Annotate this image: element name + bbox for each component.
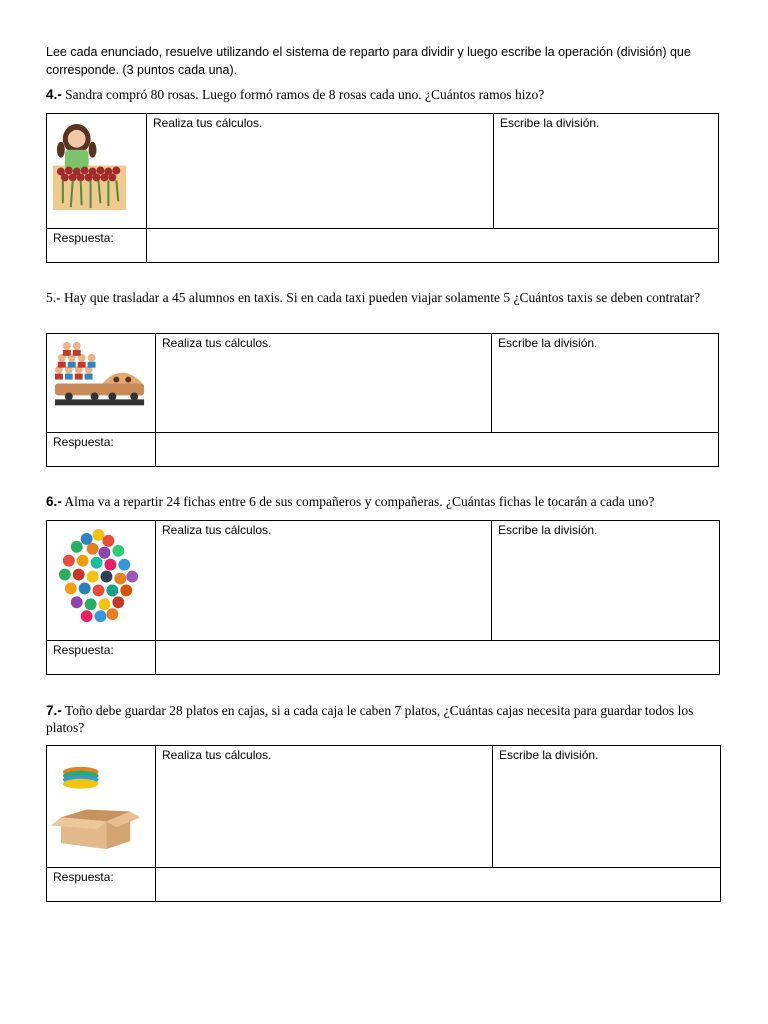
problem-number: 4.- xyxy=(46,87,62,102)
problem-6-table xyxy=(46,520,720,675)
answer-field[interactable] xyxy=(156,868,721,902)
problem-4-table xyxy=(46,113,719,263)
problem-number: 5.- xyxy=(46,290,61,305)
students-in-taxis-icon xyxy=(47,334,155,432)
problem-text: Hay que trasladar a 45 alumnos en taxis. Si en cada taxi pueden viajar solamente 5 ¿Cuántos taxis se deben contratar? xyxy=(60,290,701,305)
division-label: Escribe la división. xyxy=(498,336,598,350)
answer-label: Respuesta: xyxy=(53,870,114,884)
instructions: Lee cada enunciado, resuelve utilizando el sistema de reparto para dividir y luego escribe la operación (división) que corresponde. (3 puntos cada una). xyxy=(46,45,691,77)
problem-text: Toño debe guardar 28 platos en cajas, si a cada caja le caben 7 platos, ¿Cuántas cajas necesita para guardar todos los platos? xyxy=(46,703,694,735)
calc-label: Realiza tus cálculos. xyxy=(162,748,272,762)
problem-image-cell xyxy=(47,114,147,229)
answer-field[interactable] xyxy=(156,641,720,675)
answer-label: Respuesta: xyxy=(53,643,114,657)
division-label: Escribe la división. xyxy=(499,748,599,762)
girl-with-roses-icon xyxy=(47,114,146,228)
calc-label: Realiza tus cálculos. xyxy=(162,336,272,350)
problem-image-cell xyxy=(47,521,156,641)
problem-7-statement xyxy=(46,702,726,736)
answer-field[interactable] xyxy=(156,433,719,467)
problem-number: 7.- xyxy=(46,703,62,718)
calc-label: Realiza tus cálculos. xyxy=(153,116,263,130)
answer-field[interactable] xyxy=(147,229,719,263)
problem-number: 6.- xyxy=(46,494,62,509)
colored-chips-icon xyxy=(47,521,155,640)
problem-image-cell xyxy=(47,746,156,868)
problem-7-table xyxy=(46,745,721,902)
calc-label: Realiza tus cálculos. xyxy=(162,523,272,537)
division-label: Escribe la división. xyxy=(498,523,598,537)
plates-and-box-icon xyxy=(47,746,155,867)
problem-5-table xyxy=(46,333,719,467)
problem-image-cell xyxy=(47,334,156,433)
problem-text: Sandra compró 80 rosas. Luego formó ramos de 8 rosas cada uno. ¿Cuántos ramos hizo? xyxy=(61,87,545,102)
problem-6-statement xyxy=(46,493,726,510)
answer-label: Respuesta: xyxy=(53,435,114,450)
division-label: Escribe la división. xyxy=(500,116,600,130)
problem-5-statement xyxy=(46,289,726,306)
problem-text: Alma va a repartir 24 fichas entre 6 de sus compañeros y compañeras. ¿Cuántas fichas le tocarán a cada uno? xyxy=(61,494,655,509)
problem-4-statement xyxy=(46,86,726,103)
answer-label: Respuesta: xyxy=(53,231,114,245)
